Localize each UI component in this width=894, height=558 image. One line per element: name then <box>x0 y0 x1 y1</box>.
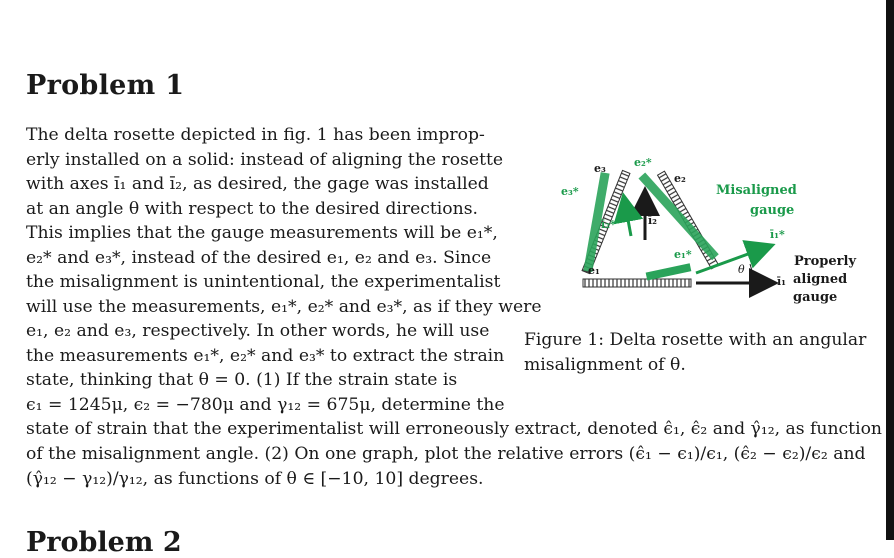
theta-label: θ <box>738 263 745 276</box>
problem-paragraph <box>26 123 542 417</box>
paragraph-wide-line: state of strain that the experimentalist will erroneously extract, denoted ϵ̂₁, ϵ̂₂ and γ̂₁₂, as function <box>26 419 883 439</box>
properly-label-1: Properly <box>794 254 856 269</box>
label-e3: e₃ <box>594 162 606 175</box>
caption-line: misalignment of θ. <box>524 354 686 375</box>
paragraph-wide-line: (γ̂₁₂ − γ₁₂)/γ₁₂, as functions of θ ∈ [−10, 10] degrees. <box>26 469 484 489</box>
paragraph-line: with axes ı̄₁ and ı̄₂, as desired, the gage was installed <box>26 174 489 194</box>
properly-label-3: gauge <box>793 290 838 305</box>
label-i2-star: ī₂* <box>601 218 616 231</box>
paragraph-line: the measurements e₁*, e₂* and e₃* to extract the strain <box>26 345 505 366</box>
paragraph-line: the misalignment is unintentional, the experimentalist <box>26 272 501 292</box>
figure-caption <box>524 328 889 377</box>
problem-heading: Problem 1 <box>26 70 185 101</box>
theta-arc <box>750 264 753 283</box>
label-i2: ī₂ <box>648 214 657 227</box>
caption-line: Figure 1: Delta rosette with an angular <box>524 330 867 350</box>
label-e2: e₂ <box>674 172 686 185</box>
paragraph-line: erly installed on a solid: instead of aligning the rosette <box>26 149 504 170</box>
paragraph-line: state, thinking that θ = 0. (1) If the strain state is <box>26 370 458 390</box>
label-e1: e₁ <box>588 264 600 277</box>
aligned-gauge-e1 <box>583 279 691 287</box>
label-e3-star: e₃* <box>561 185 579 198</box>
label-e1-star: e₁* <box>674 248 692 261</box>
paragraph-line: This implies that the gauge measurements will be e₁*, <box>26 223 498 243</box>
paragraph-wide-line: of the misalignment angle. (2) On one graph, plot the relative errors (ϵ̂₁ − ϵ₁)/ϵ₁, (ϵ̂₂ − ϵ₂)/ϵ₂ and <box>26 444 866 464</box>
label-e2-star: e₂* <box>634 156 652 169</box>
paragraph-line: The delta rosette depicted in fig. 1 has been improp- <box>26 125 485 145</box>
next-problem-heading: Problem 2 <box>26 527 182 558</box>
misaligned-label-1: Misaligned <box>716 183 797 198</box>
paragraph-line: e₂* and e₃*, instead of the desired e₁, e₂ and e₃. Since <box>26 247 492 268</box>
misaligned-gauge-e1 <box>646 263 692 280</box>
axis-i2-star-arrow <box>624 198 631 236</box>
properly-label-2: aligned <box>793 272 848 287</box>
paragraph-line: ϵ₁ = 1245μ, ϵ₂ = −780μ and γ₁₂ = 675μ, determine the <box>26 394 505 415</box>
rosette-figure <box>548 150 888 320</box>
paragraph-line: e₁, e₂ and e₃, respectively. In other words, he will use <box>26 321 490 341</box>
misaligned-label-2: gauge <box>750 203 795 218</box>
label-i1: ī₁ <box>777 275 786 288</box>
paragraph-line: at an angle θ with respect to the desired directions. <box>26 198 478 219</box>
label-i1-star: ī₁* <box>770 228 785 241</box>
paragraph-line: will use the measurements, e₁*, e₂* and e₃*, as if they were <box>26 296 542 317</box>
